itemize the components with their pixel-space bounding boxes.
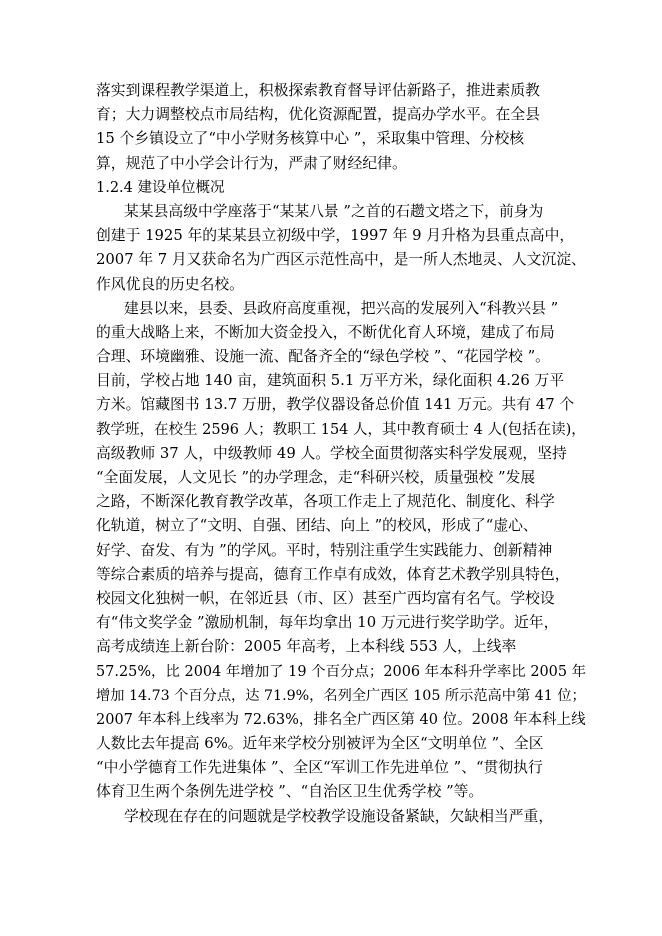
text-line: 等综合素质的培养与提高，德育工作卓有成效，体育艺术教学别具特色， <box>96 565 570 583</box>
text-line: 某某县高级中学座落于“某某八景 ”之首的石趱文塔之下，前身为 <box>124 202 544 220</box>
text-line: 作风优良的历史名校。 <box>96 275 244 293</box>
text-line: 创建于 1925 年的某某县立初级中学，1997 年 9 月升格为县重点高中， <box>96 227 575 245</box>
paragraph-school-overview <box>96 297 587 805</box>
text-line: 之路，不断深化教育教学改革，各项工作走上了规范化、制度化、科学 <box>96 493 555 511</box>
paragraph-school-problems <box>96 805 576 829</box>
text-line: 合理、环境幽雅、设施一流、配备齐全的“绿色学校 ”、“花园学校 ”。 <box>96 348 550 366</box>
text-line: 57.25%，比 2004 年增加了 19 个百分点；2006 年本科升学率比 2005 年 <box>96 663 587 680</box>
text-line: 2007 年本科上线率为 72.63%，排名全广西区第 40 位。2008 年本科上线 <box>96 711 586 728</box>
text-line: 有“伟文奖学金 ”激励机制，每年均拿出 10 万元进行奖学助学。近年， <box>96 614 559 632</box>
text-line: 15 个乡镇设立了“中小学财务核算中心 ”，采取集中管理、分校核 <box>96 130 525 148</box>
text-line: 2007 年 7 月又获命名为广西区示范性高中，是一所人杰地灵、人文沉淀、 <box>96 251 586 269</box>
text-line: 好学、奋发、有为 ”的学风。平时，特别注重学生实践能力、创新精神 <box>96 541 553 559</box>
text-line: 校园文化独树一帜，在邻近县（市、区）甚至广西均富有名气。学校设 <box>96 589 555 607</box>
text-line: 育；大力调整校点市局结构，优化资源配置，提高办学水平。在全县 <box>96 106 540 124</box>
text-line: 方米。馆藏图书 13.7 万册，教学仪器设备总价值 141 万元。共有 47 个 <box>96 396 575 414</box>
text-line: 体育卫生两个条例先进学校 ”、“自治区卫生优秀学校 ”等。 <box>96 783 484 801</box>
text-line: 的重大战略上来，不断加大资金投入，不断优化育人环境，建成了布局 <box>96 323 555 341</box>
paragraph-school-finance <box>96 79 576 176</box>
text-line: 算，规范了中小学会计行为，严肃了财经纪律。 <box>96 154 407 172</box>
text-line: “中小学德育工作先进集体 ”、全区“军训工作先进单位 ”、“贯彻执行 <box>96 759 543 777</box>
text-line: 落实到课程教学渠道上，积极探索教育督导评估新路子，推进素质教 <box>96 82 540 99</box>
text-line: 学校现在存在的问题就是学校教学设施设备紧缺，欠缺相当严重， <box>124 807 554 825</box>
paragraph-school-history <box>96 200 586 297</box>
text-line: 高级教师 37 人，中级教师 49 人。学校全面贯彻落实科学发展观，坚持 <box>96 444 567 462</box>
text-line: 教学班，在校生 2596 人；教职工 154 人，其中教育硕士 4 人(包括在读)， <box>96 421 586 438</box>
text-line: 人数比去年提高 6%。近年来学校分别被评为全区“文明单位 ”、全区 <box>96 735 544 753</box>
text-line: 化轨道，树立了“文明、自强、团结、向上 ”的校风，形成了“虚心、 <box>96 517 538 535</box>
text-line: “全面发展，人文见长 ”的办学理念，走“科研兴校，质量强校 ”发展 <box>96 469 536 486</box>
document-page <box>96 79 587 829</box>
text-line: 高考成绩连上新台阶：2005 年高考，上本科线 553 人，上线率 <box>96 638 517 656</box>
text-line: 目前，学校占地 140 亩，建筑面积 5.1 万平方米，绿化面积 4.26 万平 <box>96 372 565 390</box>
text-line: 建县以来，县委、县政府高度重视，把兴高的发展列入“科教兴县 ” <box>124 299 559 317</box>
text-line: 增加 14.73 个百分点，达 71.9%，名列全广西区 105 所示范高中第 41 位； <box>96 687 586 704</box>
section-heading: 1.2.4 建设单位概况 <box>96 179 225 196</box>
